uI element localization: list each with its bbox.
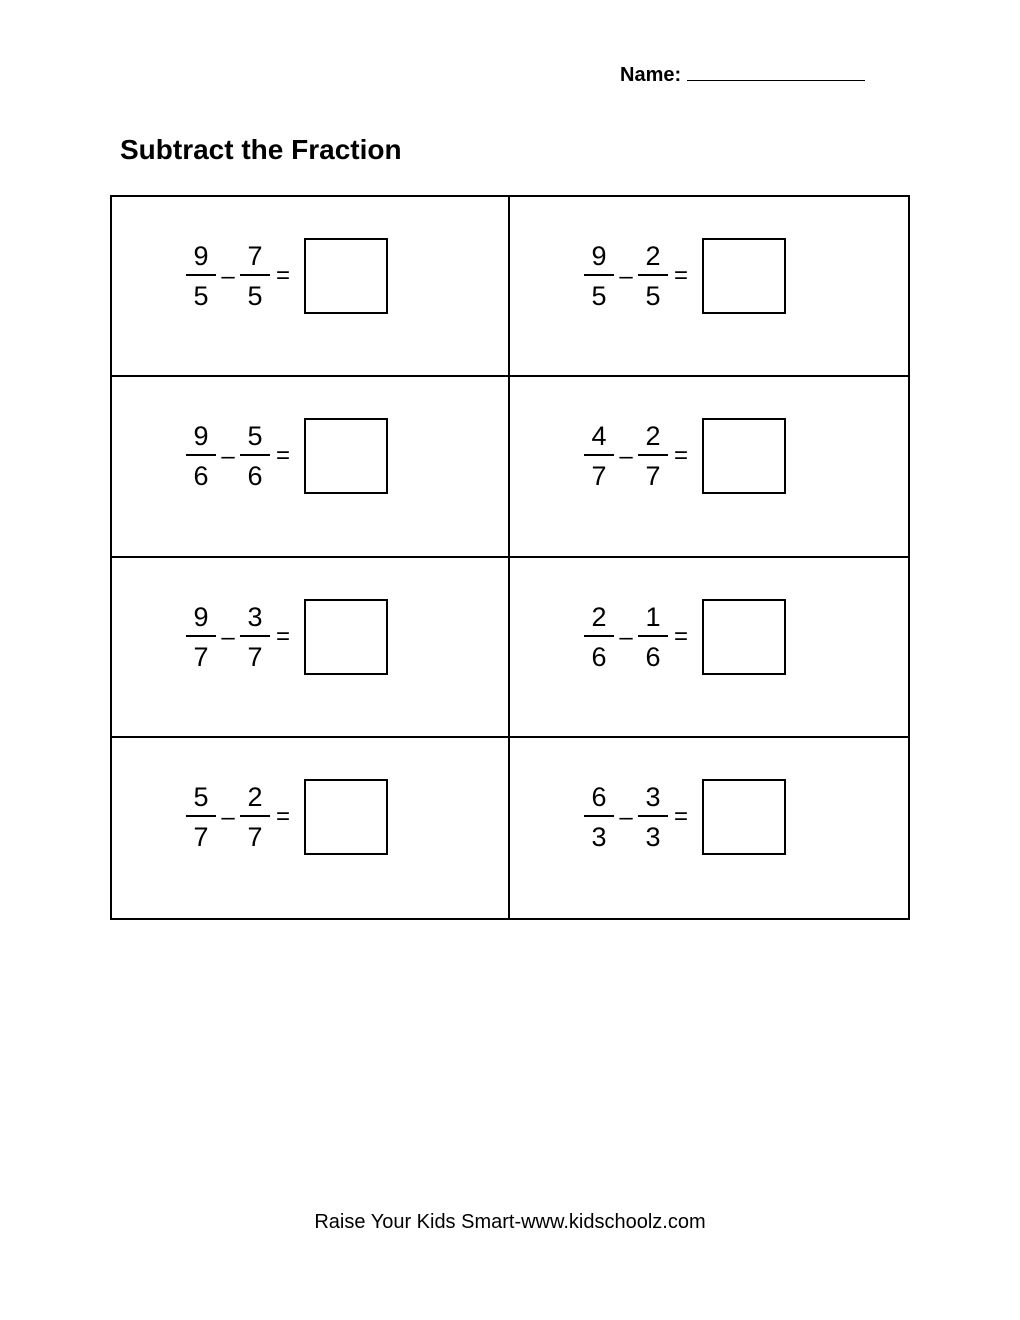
equals-sign: = <box>673 262 688 289</box>
name-field <box>620 62 865 87</box>
fraction-expression <box>186 237 388 315</box>
numerator: 5 <box>247 421 263 452</box>
answer-box[interactable] <box>304 418 388 494</box>
equals-sign: = <box>673 802 688 830</box>
numerator: 2 <box>247 781 263 812</box>
fraction-a <box>584 241 614 311</box>
denominator: 6 <box>193 461 209 492</box>
numerator: 9 <box>193 601 209 632</box>
fraction-bar <box>584 635 614 637</box>
denominator: 3 <box>645 821 661 852</box>
fraction-a <box>584 782 614 852</box>
equals-sign: = <box>673 622 688 650</box>
fraction-expression <box>186 417 388 495</box>
fraction-bar <box>638 635 668 637</box>
denominator: 6 <box>247 461 263 492</box>
problem-grid <box>110 195 910 920</box>
fraction-expression <box>584 598 786 676</box>
fraction-bar <box>186 454 216 456</box>
fraction-b <box>240 782 270 852</box>
fraction-a <box>186 782 216 852</box>
fraction-a <box>186 421 216 491</box>
fraction-bar <box>638 454 668 456</box>
problem-cell <box>112 197 510 377</box>
equals-sign: = <box>275 802 290 830</box>
fraction-expression <box>186 598 388 676</box>
minus-sign: – <box>619 623 633 651</box>
problem-cell <box>112 377 510 557</box>
denominator: 7 <box>247 641 263 672</box>
fraction-a <box>584 602 614 672</box>
minus-sign: – <box>619 803 633 831</box>
denominator: 7 <box>591 461 607 492</box>
answer-box[interactable] <box>702 779 786 855</box>
minus-sign: – <box>221 263 235 290</box>
fraction-expression <box>584 417 786 495</box>
answer-box[interactable] <box>702 599 786 675</box>
denominator: 5 <box>645 281 661 311</box>
problem-cell <box>510 558 908 738</box>
minus-sign: – <box>619 263 633 290</box>
denominator: 5 <box>247 281 263 311</box>
page-title: Subtract the Fraction <box>120 134 402 165</box>
fraction-bar <box>584 454 614 456</box>
fraction-bar <box>240 635 270 637</box>
fraction-b <box>240 241 270 311</box>
minus-sign: – <box>619 443 633 471</box>
fraction-a <box>186 602 216 672</box>
numerator: 7 <box>247 241 263 271</box>
equals-sign: = <box>275 442 290 470</box>
footer-credit: Raise Your Kids Smart-www.kidschoolz.com <box>314 1211 706 1233</box>
problem-cell <box>510 738 908 918</box>
numerator: 6 <box>591 781 607 812</box>
fraction-bar <box>584 274 614 276</box>
denominator: 3 <box>591 821 607 852</box>
numerator: 2 <box>645 421 661 452</box>
fraction-b <box>638 782 668 852</box>
fraction-bar <box>240 274 270 276</box>
fraction-bar <box>240 454 270 456</box>
equals-sign: = <box>673 442 688 470</box>
answer-box[interactable] <box>304 238 388 314</box>
denominator: 5 <box>193 281 209 311</box>
denominator: 6 <box>645 641 661 672</box>
denominator: 7 <box>193 641 209 672</box>
denominator: 6 <box>591 641 607 672</box>
answer-box[interactable] <box>304 599 388 675</box>
fraction-bar <box>240 815 270 817</box>
fraction-bar <box>186 274 216 276</box>
denominator: 7 <box>193 821 209 852</box>
fraction-a <box>186 241 216 311</box>
fraction-bar <box>186 635 216 637</box>
fraction-a <box>584 421 614 491</box>
fraction-expression <box>584 778 786 856</box>
fraction-b <box>240 602 270 672</box>
denominator: 7 <box>247 821 263 852</box>
problem-cell <box>510 197 908 377</box>
problem-cell <box>510 377 908 557</box>
numerator: 4 <box>591 421 607 452</box>
minus-sign: – <box>221 803 235 831</box>
fraction-expression <box>584 237 786 315</box>
numerator: 5 <box>193 781 209 812</box>
numerator: 2 <box>645 241 661 271</box>
fraction-bar <box>638 274 668 276</box>
fraction-bar <box>638 815 668 817</box>
numerator: 9 <box>591 241 607 271</box>
fraction-b <box>638 421 668 491</box>
minus-sign: – <box>221 623 235 651</box>
fraction-b <box>638 241 668 311</box>
numerator: 1 <box>645 601 661 632</box>
equals-sign: = <box>275 262 290 289</box>
fraction-bar <box>584 815 614 817</box>
fraction-expression <box>186 778 388 856</box>
answer-box[interactable] <box>702 238 786 314</box>
numerator: 9 <box>193 421 209 452</box>
name-label: Name: <box>620 64 682 86</box>
problem-cell <box>112 738 510 918</box>
numerator: 9 <box>193 241 209 271</box>
fraction-b <box>638 602 668 672</box>
equals-sign: = <box>275 622 290 650</box>
fraction-bar <box>186 815 216 817</box>
numerator: 3 <box>247 601 263 632</box>
numerator: 3 <box>645 781 661 812</box>
denominator: 5 <box>591 281 607 311</box>
denominator: 7 <box>645 461 661 492</box>
problem-cell <box>112 558 510 738</box>
name-blank-line[interactable] <box>687 62 865 81</box>
answer-box[interactable] <box>702 418 786 494</box>
answer-box[interactable] <box>304 779 388 855</box>
minus-sign: – <box>221 443 235 471</box>
fraction-b <box>240 421 270 491</box>
numerator: 2 <box>591 601 607 632</box>
